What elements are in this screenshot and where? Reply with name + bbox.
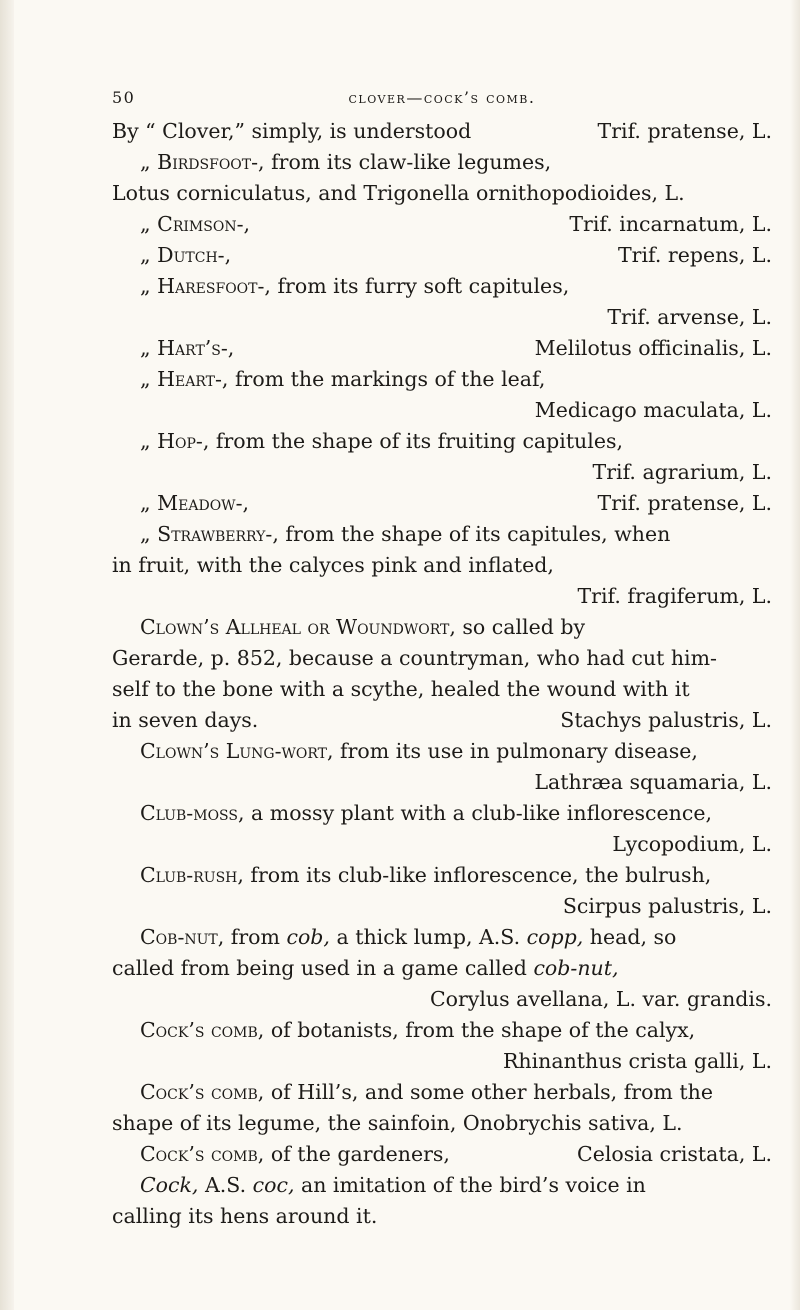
entry-heart-species: Medicago maculata, L. — [534, 398, 772, 422]
entry-club-rush: Club-rush, from its club-like inflorescence, the bulrush, — [140, 863, 712, 887]
entry-clowns-lungwort-species: Lathræa squamaria, L. — [534, 770, 772, 794]
entry-clover: By “ Clover,” simply, is understood Trif. pratense, L. — [112, 119, 772, 143]
entry-cocks-comb-hills-cont: shape of its legume, the sainfoin, Onobrychis sativa, L. — [112, 1111, 683, 1135]
page-number: 50 — [112, 88, 136, 107]
entry-hop-species: Trif. agrarium, L. — [592, 460, 772, 484]
entry-cocks-comb-botanists: Cock’s comb, of botanists, from the shape of the calyx, — [140, 1018, 696, 1042]
running-head: clover—cock’s comb. — [348, 88, 536, 107]
entry-crimson: „ Crimson-, Trif. incarnatum, L. — [140, 212, 772, 236]
page-gutter-shadow — [0, 0, 14, 1310]
entry-cob-nut: Cob-nut, from cob, a thick lump, A.S. copp, head, so — [140, 925, 677, 949]
entry-strawberry-species: Trif. fragiferum, L. — [577, 584, 772, 608]
entry-club-moss-species: Lycopodium, L. — [612, 832, 772, 856]
entry-haresfoot: „ Haresfoot-, from its furry soft capitules, — [140, 274, 570, 298]
entry-cock-cont: calling its hens around it. — [112, 1204, 378, 1228]
entry-clowns-allheal-cont3: in seven days. Stachys palustris, L. — [112, 708, 772, 732]
entry-clowns-lungwort: Clown’s Lung-wort, from its use in pulmonary disease, — [140, 739, 698, 763]
entry-cocks-comb-gardeners: Cock’s comb, of the gardeners, Celosia cristata, L. — [140, 1142, 772, 1166]
entry-strawberry: „ Strawberry-, from the shape of its capitules, when — [140, 522, 671, 546]
entry-birdsfoot: „ Birdsfoot-, from its claw-like legumes, — [140, 150, 552, 174]
entry-hop: „ Hop-, from the shape of its fruiting capitules, — [140, 429, 623, 453]
entry-cob-nut-cont: called from being used in a game called cob-nut, — [112, 956, 619, 980]
entry-meadow: „ Meadow-, Trif. pratense, L. — [140, 491, 772, 515]
entry-harts: „ Hart’s-, Melilotus officinalis, L. — [140, 336, 772, 360]
entry-club-rush-species: Scirpus palustris, L. — [562, 894, 772, 918]
entry-strawberry-cont: in fruit, with the calyces pink and inflated, — [112, 553, 554, 577]
entry-birdsfoot-species: Lotus corniculatus, and Trigonella ornithopodioides, L. — [112, 181, 685, 205]
entry-cocks-comb-botanists-species: Rhinanthus crista galli, L. — [502, 1049, 772, 1073]
entry-cob-nut-species: Corylus avellana, L. var. grandis. — [429, 987, 772, 1011]
entry-clowns-allheal: Clown’s Allheal or Woundwort, so called by — [140, 615, 586, 639]
page-header — [112, 88, 772, 112]
entry-heart: „ Heart-, from the markings of the leaf, — [140, 367, 546, 391]
glossary-text — [112, 116, 772, 1232]
entry-dutch: „ Dutch-, Trif. repens, L. — [140, 243, 772, 267]
entry-cocks-comb-hills: Cock’s comb, of Hill’s, and some other herbals, from the — [140, 1080, 713, 1104]
entry-club-moss: Club-moss, a mossy plant with a club-like inflorescence, — [140, 801, 712, 825]
entry-cock: Cock, A.S. coc, an imitation of the bird’s voice in — [140, 1173, 646, 1197]
entry-clowns-allheal-cont1: Gerarde, p. 852, because a countryman, who had cut him- — [112, 646, 717, 670]
entry-clowns-allheal-cont2: self to the bone with a scythe, healed the wound with it — [112, 677, 690, 701]
page-edge-shadow — [790, 0, 800, 1310]
entry-haresfoot-species: Trif. arvense, L. — [607, 305, 772, 329]
